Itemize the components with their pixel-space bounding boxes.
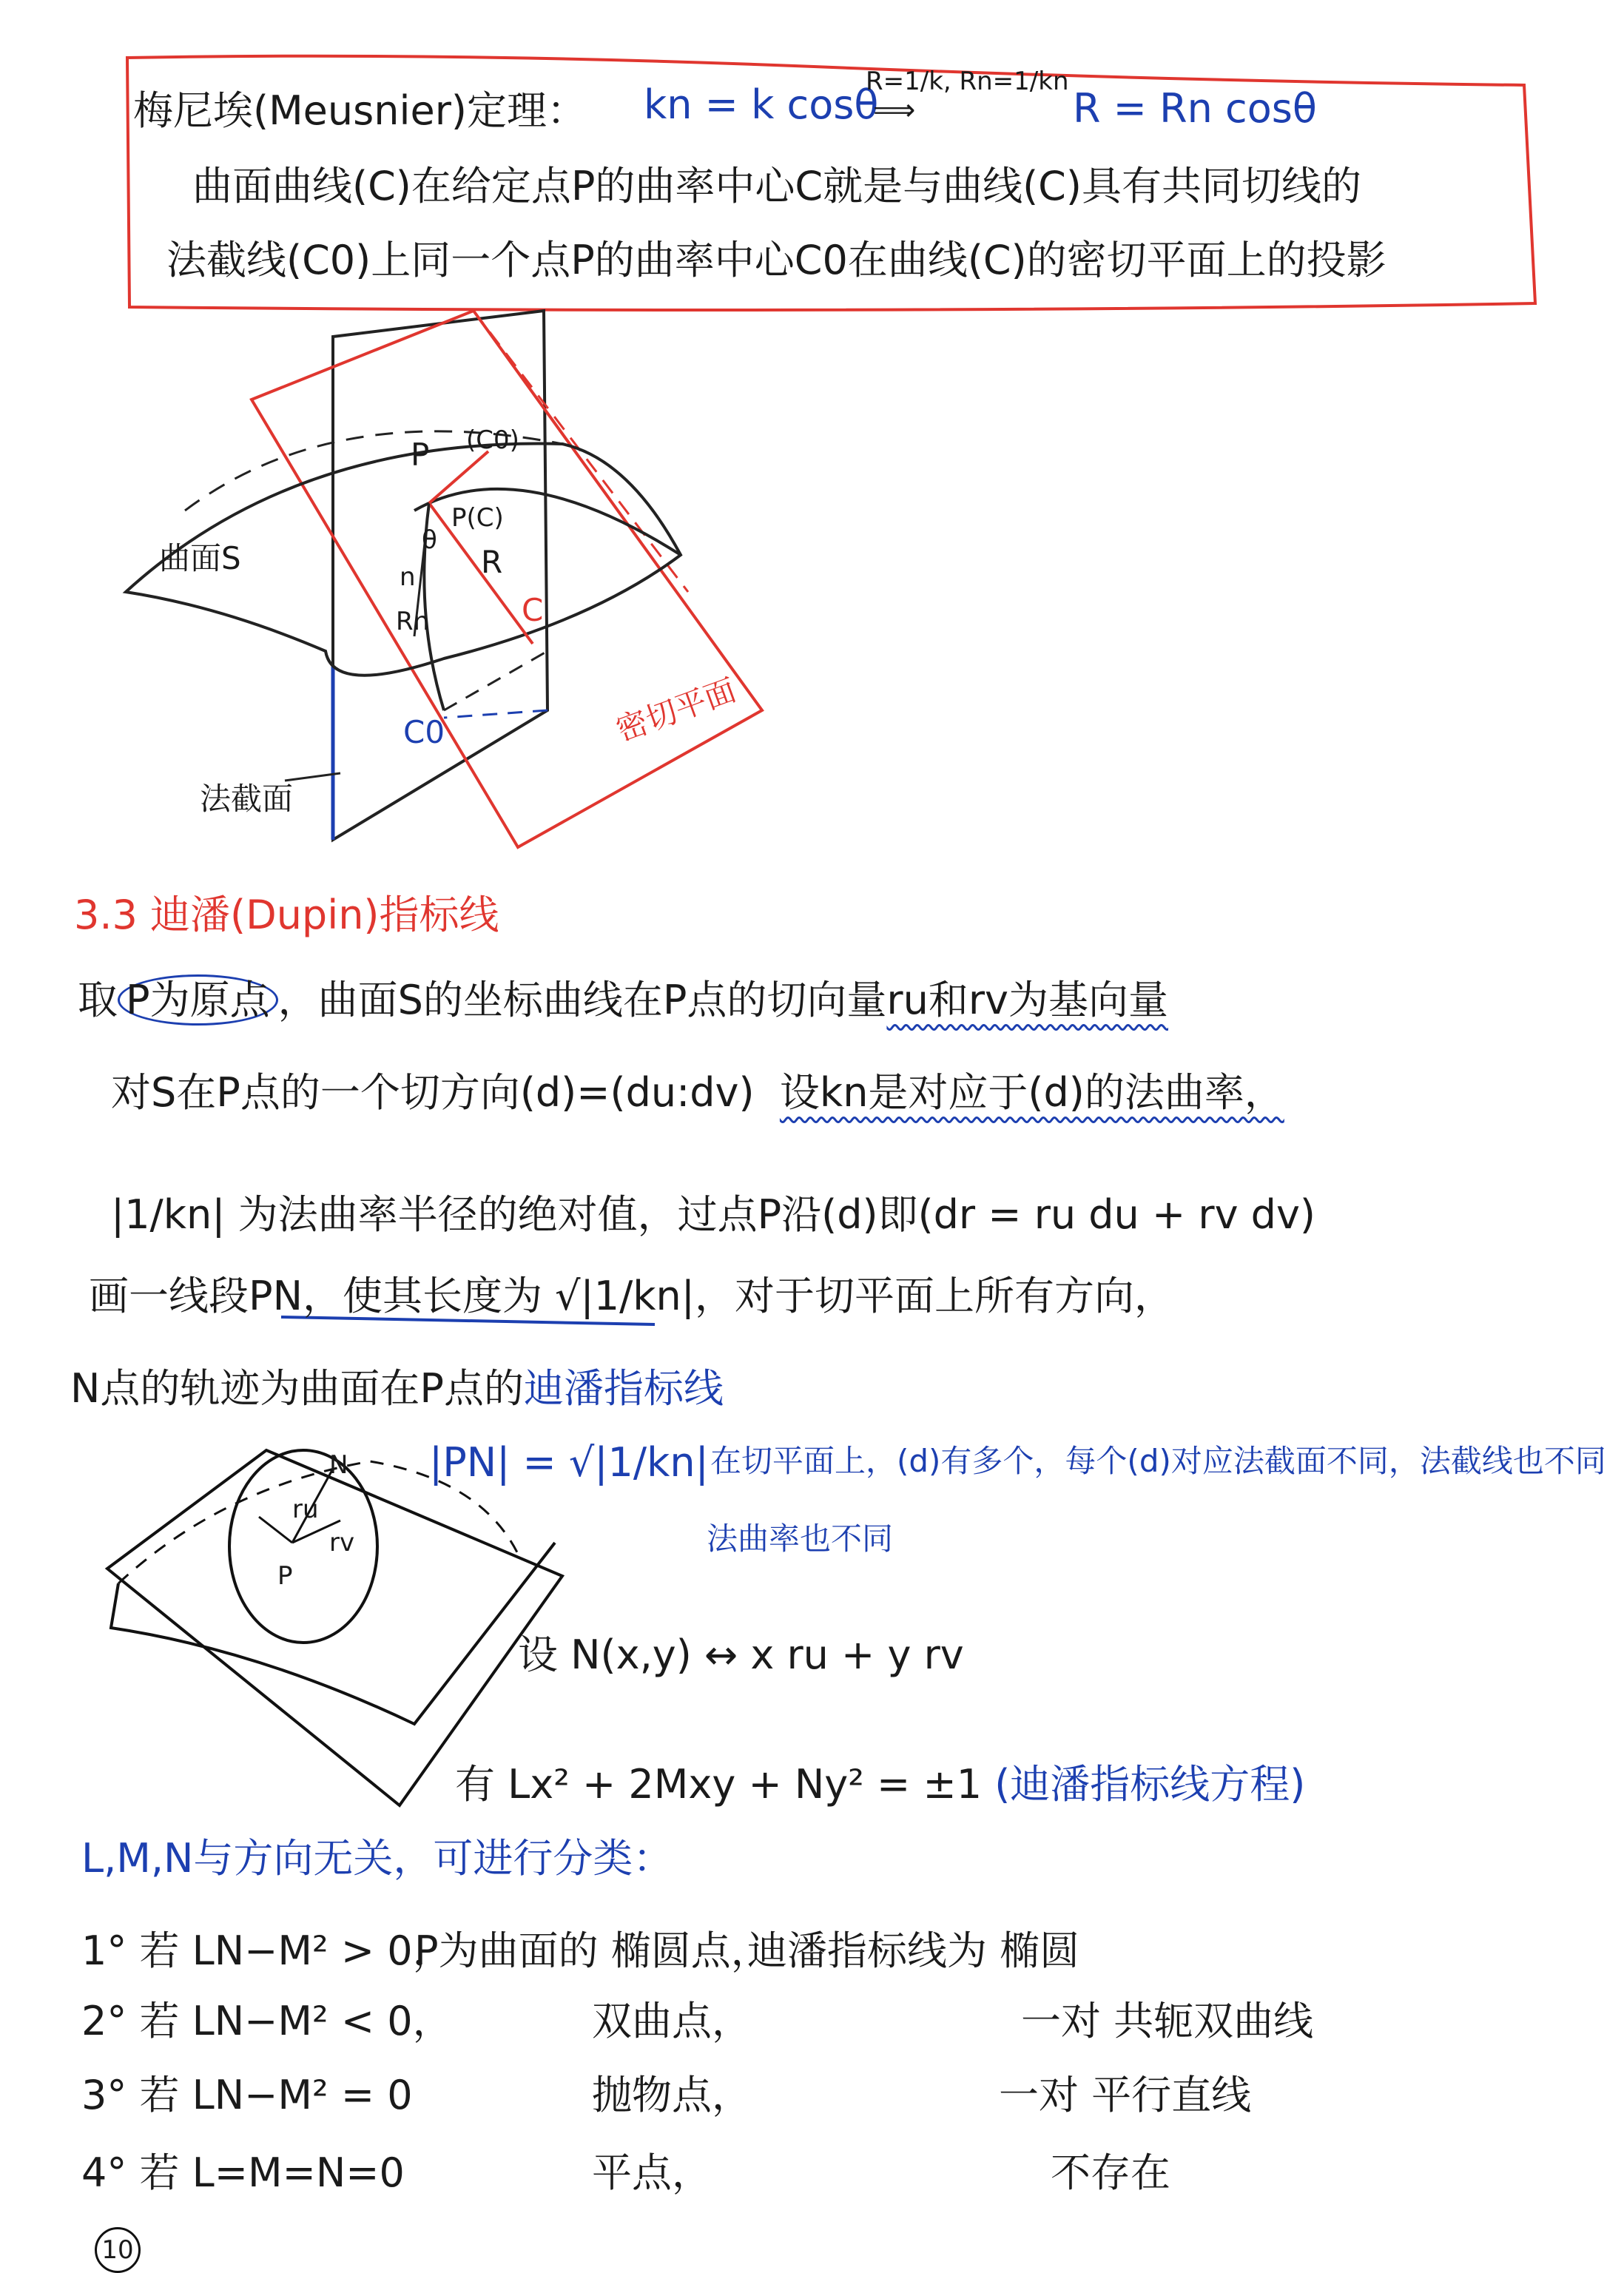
label-rn: Rn bbox=[396, 607, 430, 636]
note-line-2: 法曲率也不同 bbox=[707, 1521, 894, 1557]
dupin-line-5 bbox=[70, 1365, 724, 1413]
text: 取 bbox=[78, 977, 118, 1023]
text: N点的轨迹为曲面在P点的 bbox=[70, 1365, 524, 1412]
label-c: C bbox=[522, 592, 544, 628]
label-osculating-plane: 密切平面 bbox=[611, 671, 741, 749]
case-2-point: 双曲点， bbox=[592, 1998, 752, 2044]
equation-label: (迪潘指标线方程) bbox=[994, 1761, 1306, 1808]
case-1-point: P为曲面的 椭圆点， bbox=[414, 1927, 771, 1974]
dupin-line-1 bbox=[78, 977, 1168, 1025]
formula-r: R = Rn cosθ bbox=[1073, 85, 1317, 132]
case-4-curve: 不存在 bbox=[1051, 2149, 1170, 2196]
formula-kn: kn = k cosθ bbox=[644, 81, 879, 128]
label-ru: ru bbox=[292, 1495, 319, 1524]
label-c0-curve: (C0) bbox=[466, 425, 519, 455]
label-n: n bbox=[400, 562, 416, 592]
classify-note: L,M,N与方向无关，可进行分类： bbox=[81, 1835, 673, 1882]
case-4-point: 平点， bbox=[592, 2149, 712, 2196]
label-r: R bbox=[481, 544, 503, 580]
text: 对S在P点的一个切方向(d)=(du:dv) bbox=[111, 1069, 755, 1116]
dupin-line-2 bbox=[111, 1069, 1284, 1117]
meusnier-title: 梅尼埃(Meusnier)定理： bbox=[133, 87, 587, 134]
label-surface-s: 曲面S bbox=[159, 540, 241, 576]
pn-formula: |PN| = √|1/kn| bbox=[429, 1439, 709, 1486]
arrow-label: R=1/k, Rn=1/kn bbox=[866, 67, 1069, 96]
dupin-equation bbox=[455, 1761, 1305, 1809]
coord-equation: 设 N(x,y) ↔ x ru + y rv bbox=[518, 1631, 964, 1678]
length-def: 其长度为 √|1/kn| bbox=[382, 1273, 695, 1319]
dupin-line-3: |1/kn| 为法曲率半径的绝对值，过点P沿(d)即(dr = ru du + rv dv) bbox=[111, 1191, 1315, 1238]
case-2-cond: 2° 若 LN−M² < 0， bbox=[81, 1998, 453, 2044]
basis-vectors: ru和rv为基向量 bbox=[886, 977, 1169, 1023]
equation: 有 Lx² + 2Mxy + Ny² = ±1 bbox=[455, 1761, 983, 1808]
case-1-curve: 迪潘指标线为 椭圆 bbox=[747, 1927, 1080, 1974]
label-p2: P bbox=[277, 1561, 293, 1591]
case-1-cond: 1° 若 LN−M² > 0， bbox=[81, 1927, 453, 1974]
circled-origin: P为原点 bbox=[118, 974, 278, 1026]
tangent-plane bbox=[107, 1450, 562, 1805]
normal-plane bbox=[333, 311, 547, 840]
label-rv: rv bbox=[329, 1528, 355, 1558]
label-c-curve: P(C) bbox=[451, 503, 504, 533]
case-3-curve: 一对 平行直线 bbox=[999, 2072, 1252, 2118]
note-line-1: 在切平面上，(d)有多个，每个(d)对应法截面不同，法截线也不同 bbox=[710, 1443, 1606, 1479]
normal-curvature-def: 设kn是对应于(d)的法曲率， bbox=[779, 1069, 1284, 1116]
case-3-cond: 3° 若 LN−M² = 0 bbox=[81, 2072, 413, 2118]
section-heading: 3.3 迪潘(Dupin)指标线 bbox=[74, 892, 499, 938]
label-p: P bbox=[411, 437, 430, 473]
label-theta: θ bbox=[422, 525, 437, 555]
case-4-cond: 4° 若 L=M=N=0 bbox=[81, 2149, 405, 2196]
osculating-plane bbox=[252, 311, 762, 847]
dupin-indicatrix bbox=[229, 1450, 377, 1643]
label-c0: C0 bbox=[403, 714, 445, 750]
dupin-term: 迪潘指标线 bbox=[523, 1365, 724, 1412]
page-number: 10 bbox=[95, 2227, 141, 2273]
meusnier-statement-2: 法截线(C0)上同一个点P的曲率中心C0在曲线(C)的密切平面上的投影 bbox=[166, 237, 1387, 283]
label-normal-plane: 法截面 bbox=[200, 781, 294, 817]
meusnier-statement-1: 曲面曲线(C)在给定点P的曲率中心C就是与曲线(C)具有共同切线的 bbox=[192, 163, 1361, 209]
case-2-curve: 一对 共轭双曲线 bbox=[1021, 1998, 1314, 2044]
text: ，对于切平面上所有方向， bbox=[694, 1273, 1174, 1319]
text: 画一线段PN，使 bbox=[89, 1273, 383, 1319]
text: ，曲面S的坐标曲线在P点的切向量 bbox=[277, 977, 887, 1023]
equivalence-arrow-icon: ⟹ bbox=[873, 93, 916, 127]
dupin-line-4 bbox=[89, 1273, 1174, 1321]
label-n2: N bbox=[329, 1450, 348, 1480]
case-3-point: 抛物点， bbox=[592, 2072, 752, 2118]
